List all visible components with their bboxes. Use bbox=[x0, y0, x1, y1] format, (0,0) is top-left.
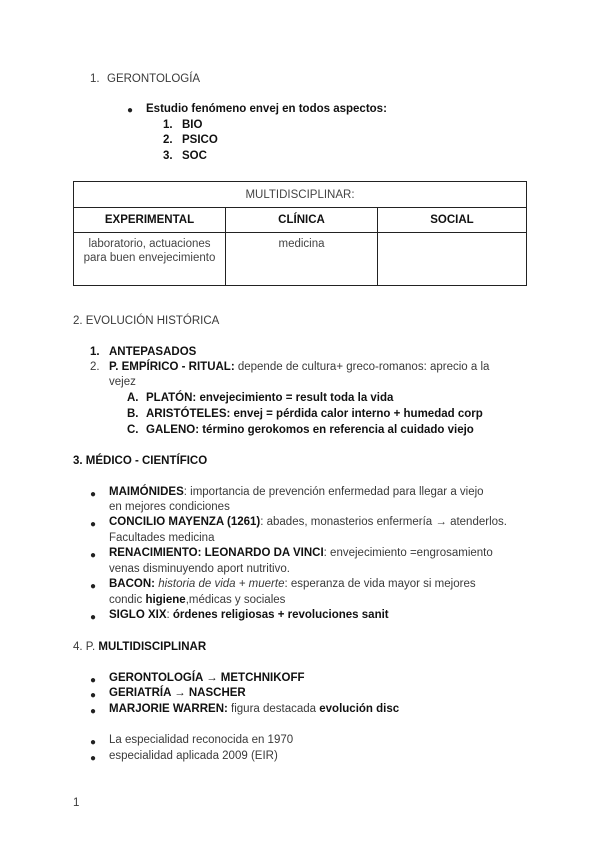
aspect-num: 1. bbox=[163, 119, 173, 131]
item-renacimiento-label: RENACIMIENTO: LEONARDO DA VINCI bbox=[109, 547, 324, 559]
item-maimonides-text: : importancia de prevención enfermedad para llegar a viejo bbox=[183, 486, 484, 498]
cell-clinica: medicina bbox=[226, 233, 378, 286]
sub-galeno: GALENO: término gerokomos en referencia al cuidado viejo bbox=[146, 424, 474, 436]
item-maimonides-text-cont: en mejores condiciones bbox=[109, 501, 230, 513]
header-experimental: EXPERIMENTAL bbox=[74, 208, 226, 233]
cell-social bbox=[378, 233, 527, 286]
item-renacimiento-text-cont: venas disminuyendo aport nutritivo. bbox=[109, 563, 290, 575]
bullet-dot: ● bbox=[90, 550, 97, 561]
bullet-dot: ● bbox=[127, 105, 134, 116]
bullet-dot: ● bbox=[90, 737, 97, 748]
item-maimonides-label: MAIMÓNIDES bbox=[109, 486, 184, 498]
sub-aristoteles: ARISTÓTELES: envej = pérdida calor interno + humedad corp bbox=[146, 408, 483, 420]
item-marjorie: MARJORIE WARREN: figura destacada evolución disc bbox=[109, 703, 400, 715]
bullet-dot: ● bbox=[90, 581, 97, 592]
sub-letter: B. bbox=[127, 408, 139, 420]
item-concilio bbox=[109, 516, 507, 528]
bullet-dot: ● bbox=[90, 489, 97, 500]
item-empirico-text: depende de cultura+ greco-romanos: aprecio a la bbox=[234, 361, 490, 373]
page-number: 1 bbox=[73, 797, 80, 809]
item-siglo-xix: SIGLO XIX: órdenes religiosas + revoluciones sanit bbox=[109, 609, 389, 621]
item-geriatria: GERIATRÍA → NASCHER bbox=[109, 687, 246, 699]
item-num: 1. bbox=[90, 346, 100, 358]
header-clinica: CLÍNICA bbox=[226, 208, 378, 233]
bullet-dot: ● bbox=[90, 675, 97, 686]
item-bacon-italic: historia de vida + muerte bbox=[158, 578, 285, 590]
item-renacimiento-text: : envejecimiento =engrosamiento bbox=[323, 547, 493, 559]
section1-title: GERONTOLOGÍA bbox=[107, 73, 201, 85]
aspect-soc: SOC bbox=[182, 150, 207, 162]
sub-platon: PLATÓN: envejecimiento = result toda la vida bbox=[146, 392, 394, 404]
item-siglo-label: SIGLO XIX bbox=[109, 609, 167, 621]
table-caption: MULTIDISCIPLINAR: bbox=[74, 182, 527, 208]
item-bacon bbox=[109, 578, 476, 590]
bullet-dot: ● bbox=[90, 612, 97, 623]
item-concilio-label: CONCILIO MAYENZA (1261) bbox=[109, 516, 261, 528]
item-antepasados: ANTEPASADOS bbox=[109, 346, 197, 358]
section1-bullet: Estudio fenómeno envej en todos aspectos: bbox=[146, 103, 387, 115]
item-bacon-text-cont: condic higiene,médicas y sociales bbox=[109, 594, 286, 606]
aspect-bio: BIO bbox=[182, 119, 203, 131]
item-concilio-text: : abades, monasterios enfermería → atenderlos. bbox=[260, 516, 507, 528]
item-bacon-higiene: higiene bbox=[145, 594, 186, 606]
item-renacimiento bbox=[109, 547, 493, 559]
aspect-num: 2. bbox=[163, 134, 173, 146]
item-empirico-text-cont: vejez bbox=[109, 376, 136, 388]
aspect-psico: PSICO bbox=[182, 134, 218, 146]
item-concilio-text-cont: Facultades medicina bbox=[109, 532, 215, 544]
item-empirico-label: P. EMPÍRICO - RITUAL: bbox=[109, 361, 235, 373]
sub-letter: C. bbox=[127, 424, 139, 436]
aspect-num: 3. bbox=[163, 150, 173, 162]
cell-experimental: laboratorio, actuaciones para buen envejecimiento bbox=[74, 233, 226, 286]
section4-title: 4. P. MULTIDISCIPLINAR bbox=[73, 641, 207, 653]
section2-title: 2. EVOLUCIÓN HISTÓRICA bbox=[73, 315, 220, 327]
bullet-dot: ● bbox=[90, 519, 97, 530]
item-bacon-text: : esperanza de vida mayor si mejores bbox=[284, 578, 476, 590]
multidisciplinar-table bbox=[73, 181, 527, 286]
section3-title: 3. MÉDICO - CIENTÍFICO bbox=[73, 455, 208, 467]
item-gerontologia: GERONTOLOGÍA → METCHNIKOFF bbox=[109, 672, 305, 684]
section1-number: 1. bbox=[90, 73, 100, 85]
bullet-dot: ● bbox=[90, 706, 97, 717]
bullet-dot: ● bbox=[90, 690, 97, 701]
item-maimonides bbox=[109, 486, 484, 498]
item-num: 2. bbox=[90, 361, 100, 373]
sub-letter: A. bbox=[127, 392, 139, 404]
header-social: SOCIAL bbox=[378, 208, 527, 233]
item-siglo-text: órdenes religiosas + revoluciones sanit bbox=[172, 609, 389, 621]
item-empirico bbox=[109, 361, 489, 373]
note-1970: La especialidad reconocida en 1970 bbox=[109, 734, 294, 746]
note-2009: especialidad aplicada 2009 (EIR) bbox=[109, 750, 278, 762]
bullet-dot: ● bbox=[90, 753, 97, 764]
item-bacon-label: BACON: bbox=[109, 578, 156, 590]
